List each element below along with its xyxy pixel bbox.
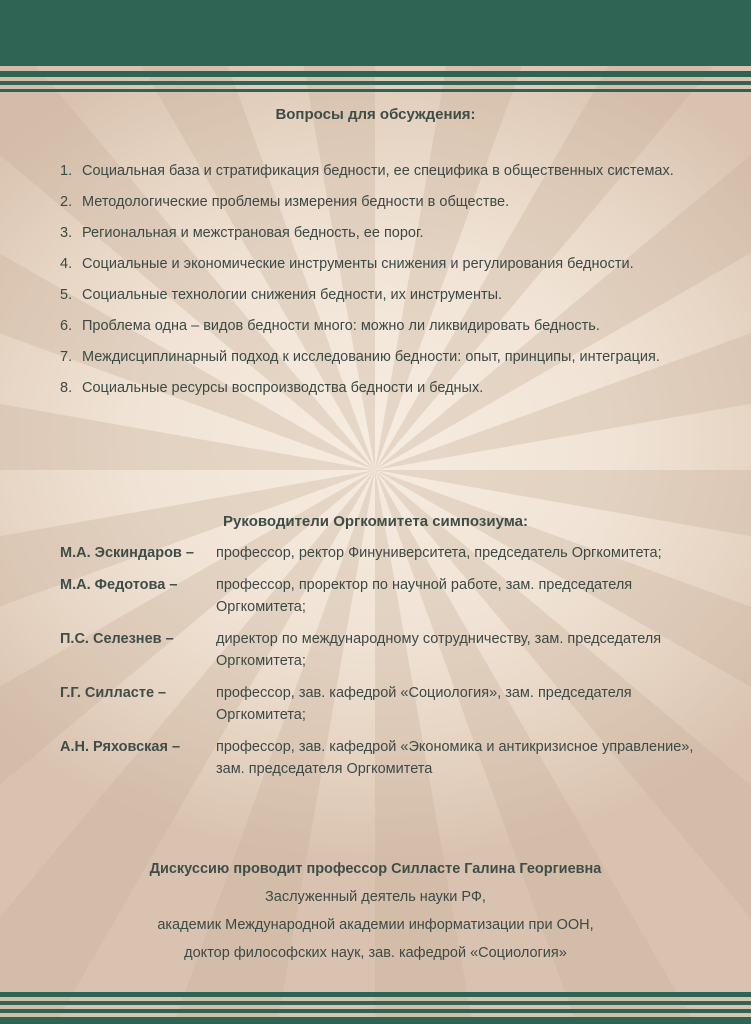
question-item (60, 284, 710, 306)
member-role: профессор, зав. кафедрой «Социология», зам. председателя Оргкомитета; (216, 685, 632, 723)
moderator-title: Дискуссию проводит профессор Силласте Галина Георгиевна (149, 861, 602, 877)
question-text: Проблема одна – видов бедности много: можно ли ликвидировать бедность. (82, 318, 600, 334)
member-role: профессор, ректор Финуниверситета, председатель Оргкомитета; (216, 545, 662, 561)
question-number: 4. (60, 256, 73, 272)
committee-member (60, 542, 720, 564)
member-name: Г.Г. Силласте – (60, 685, 167, 701)
footer-stripe-1 (0, 992, 751, 997)
question-item (60, 346, 710, 368)
question-item (60, 222, 710, 244)
question-item (60, 253, 710, 275)
header-band (0, 0, 751, 66)
member-name: П.С. Селезнев – (60, 631, 174, 647)
question-item (60, 377, 710, 399)
question-text: Социальные технологии снижения бедности, их инструменты. (82, 287, 503, 303)
moderator-line-2: академик Международной академии информатизации при ООН, (157, 917, 594, 933)
committee-member (60, 574, 720, 618)
header-stripe-1 (0, 71, 751, 77)
question-text: Социальная база и стратификация бедности, ее специфика в общественных системах. (82, 163, 674, 179)
question-text: Социальные ресурсы воспроизводства бедности и бедных. (82, 380, 484, 396)
footer-stripe-3 (0, 1009, 751, 1013)
header-stripe-2 (0, 81, 751, 85)
committee-heading: Руководители Оргкомитета симпозиума: (223, 513, 528, 530)
footer-stripe-2 (0, 1001, 751, 1005)
question-item (60, 160, 710, 182)
question-number: 6. (60, 318, 73, 334)
member-role: профессор, зав. кафедрой «Экономика и антикризисное управление», зам. председателя Оргкомитета (216, 739, 694, 777)
questions-heading: Вопросы для обсуждения: (275, 106, 476, 123)
question-number: 2. (60, 194, 73, 210)
committee-list (60, 542, 720, 790)
member-role: директор по международному сотрудничеству, зам. председателя Оргкомитета; (216, 631, 662, 669)
question-number: 3. (60, 225, 73, 241)
question-text: Социальные и экономические инструменты снижения и регулирования бедности. (82, 256, 634, 272)
member-role: профессор, проректор по научной работе, зам. председателя Оргкомитета; (216, 577, 633, 615)
moderator-line-1: Заслуженный деятель науки РФ, (265, 889, 486, 905)
committee-member (60, 682, 720, 726)
member-name: М.А. Федотова – (60, 577, 178, 593)
question-item (60, 191, 710, 213)
question-number: 5. (60, 287, 73, 303)
committee-member (60, 628, 720, 672)
footer-stripe-4 (0, 1017, 751, 1024)
question-text: Региональная и межстрановая бедность, ее порог. (82, 225, 424, 241)
header-stripe-3 (0, 89, 751, 92)
committee-member (60, 736, 720, 780)
questions-list (60, 160, 710, 408)
moderator-line-3: доктор философских наук, зав. кафедрой «Социология» (184, 945, 567, 961)
question-text: Методологические проблемы измерения бедности в обществе. (82, 194, 510, 210)
question-number: 1. (60, 163, 73, 179)
member-name: М.А. Эскиндаров – (60, 545, 194, 561)
member-name: А.Н. Ряховская – (60, 739, 181, 755)
question-text: Междисциплинарный подход к исследованию бедности: опыт, принципы, интеграция. (82, 349, 660, 365)
question-number: 7. (60, 349, 73, 365)
moderator-block (0, 855, 751, 967)
question-number: 8. (60, 380, 73, 396)
question-item (60, 315, 710, 337)
